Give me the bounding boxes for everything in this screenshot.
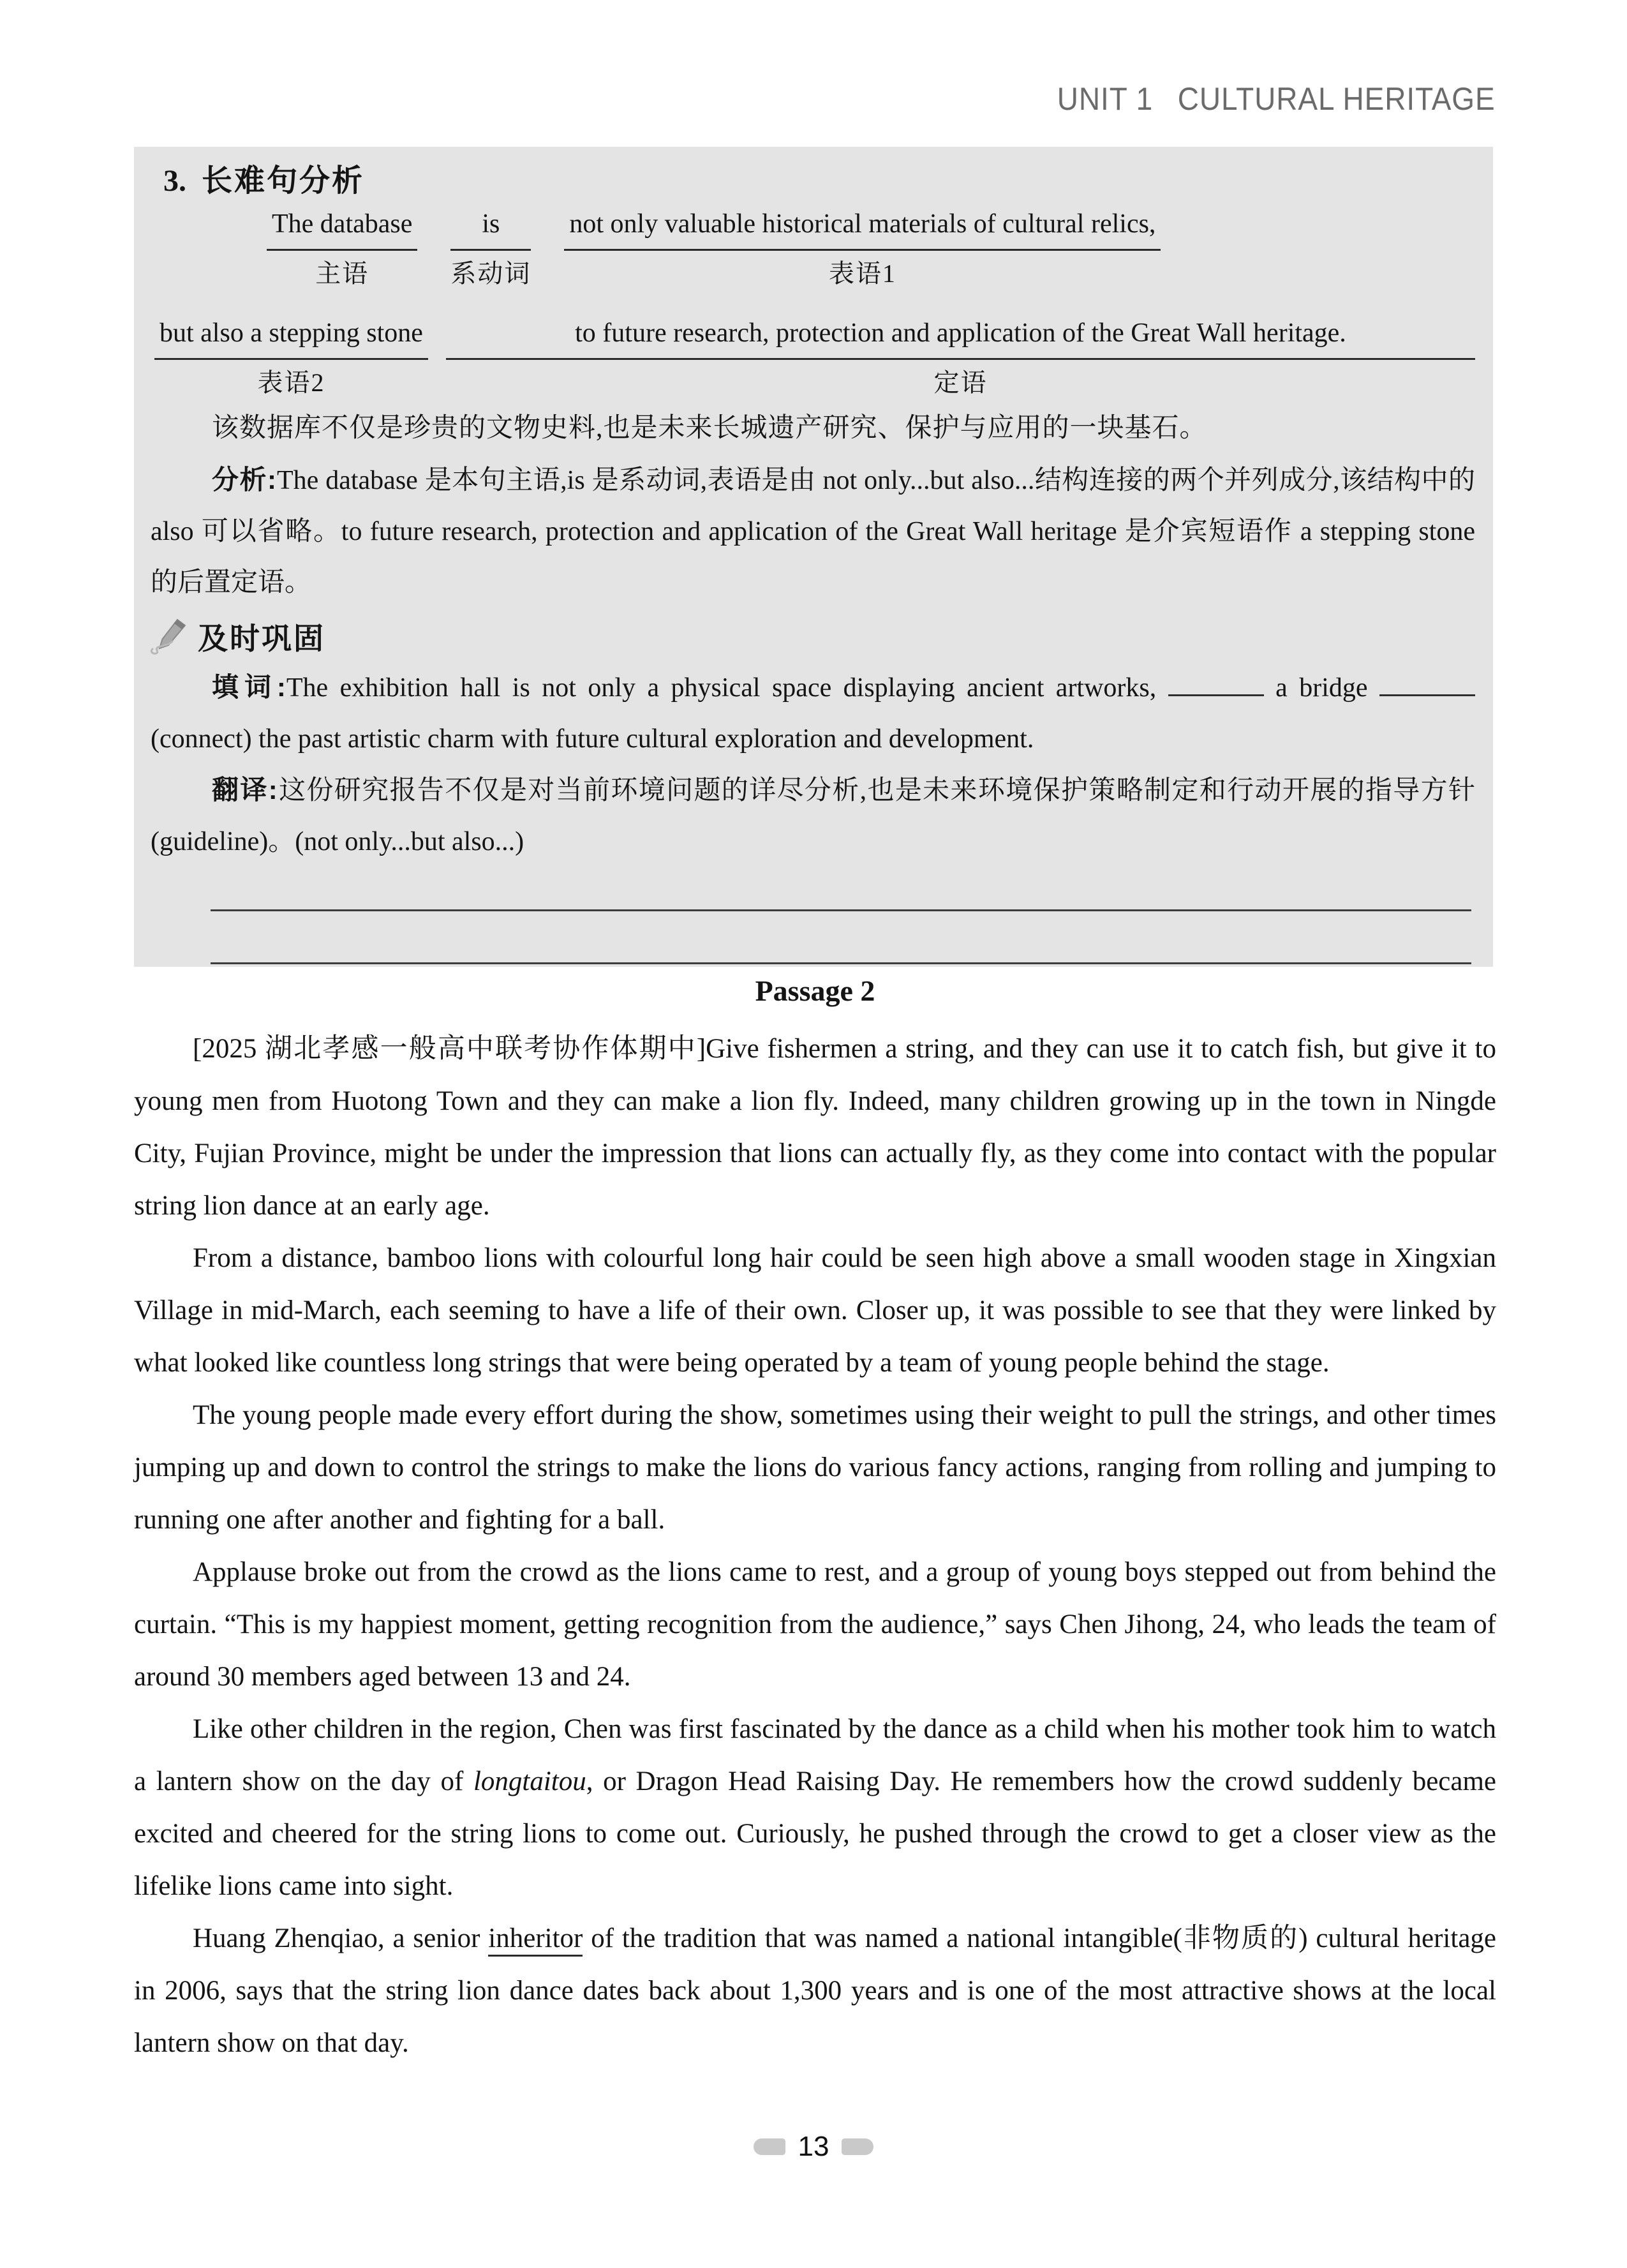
diagram-grammar-label: 表语1 [828,259,896,288]
underlined-word: inheritor [488,1923,583,1957]
diagram-segment-text: The database [272,209,413,239]
italic-term: longtaitou [473,1766,586,1796]
passage-section [134,967,1496,2070]
passage-title: Passage 2 [755,974,875,1007]
footer-pill-right [842,2138,873,2155]
diagram-segment-text: but also a stepping stone [160,318,423,348]
diagram-segment-text: not only valuable historical materials of cultural relics, [569,209,1156,239]
translate-label: 翻译: [212,775,278,805]
diagram-segment [154,317,428,398]
passage-paragraph [134,1232,1496,1389]
diagram-segment [446,317,1475,398]
page-number: 13 [798,2131,829,2162]
fill-blank [1168,690,1264,696]
paragraph-text: of the tradition that was named a national intangible(非物质的) cultural heritage in 2006, says that the string lion dance dates back about 1,300 years and is one of the most attractive shows at the local lantern show on that day. [134,1923,1496,2058]
translate-question-text: 这份研究报告不仅是对当前环境问题的详尽分析,也是未来环境保护策略制定和行动开展的指导方针(guideline)。(not only...but also...) [151,776,1475,856]
unit-title: CULTURAL HERITAGE [1178,81,1496,117]
answer-line [211,909,1471,911]
fill-blank [1379,690,1475,696]
diagram-underline [446,358,1475,360]
diagram-underline [154,358,428,360]
passage-paragraph [134,1913,1496,2070]
paragraph-text: Applause broke out from the crowd as the lions came to rest, and a group of young boys stepped out from behind the curtain. “This is my happiest moment, getting recognition from the audience,” says Chen Jihong, 24, who leads the team of around 30 members aged between 13 and 24. [134,1557,1496,1692]
paragraph-text: , or Dragon Head Raising Day. He remembers how the crowd suddenly became excited and cheered for the string lions to come out. Curiously, he pushed through the crowd to get a closer view as the lifelike lions came into sight. [134,1766,1496,1901]
analysis-label: 分析: [212,465,277,495]
paragraph-text: [2025 湖北孝感一般高中联考协作体期中]Give fishermen a string, and they can use it to catch fish, but give it to young men from Huotong Town and they can make a lion fly. Indeed, many children growing up in the town in Ningde City, Fujian Province, might be under the impression that lions can actually fly, as they come into contact with the popular string lion dance at an early age. [134,1034,1496,1221]
diagram-grammar-label: 主语 [315,259,369,288]
diagram-segment [267,208,417,289]
paragraph-text: Like other children in the region, Chen was first fascinated by the dance as a child when his mother took him to watch a lantern show on the day of [134,1714,1496,1796]
fill-label: 填词: [212,672,286,702]
paragraph-text: From a distance, bamboo lions with colourful long hair could be seen high above a small wooden stage in Xingxian Village in mid-March, each seeming to have a life of their own. Closer up, it was possible to see that they were linked by what looked like countless long strings that were being operated by a team of young people behind the stage. [134,1243,1496,1378]
paragraph-text: The young people made every effort during the show, sometimes using their weight to pull the strings, and other times jumping up and down to control the strings to make the lions do various fancy actions, ranging from rolling and jumping to running one after another and fighting for a ball. [134,1400,1496,1535]
sentence-diagram-row-2 [154,317,1475,398]
section-number: 3. [163,164,186,198]
analysis-paragraph [151,454,1475,608]
answer-line [211,962,1471,964]
diagram-grammar-label: 定语 [933,368,988,397]
analysis-text: The database 是本句主语,is 是系动词,表语是由 not only...but also...结构连接的两个并列成分,该结构中的 also 可以省略。to future research, protection and application of the Great Wall heritage 是介宾短语作 a stepping stone 的后置定语。 [151,466,1475,597]
fill-text-segment: The exhibition hall is not only a physical space displaying ancient artworks, [286,673,1157,703]
passage-paragraph [134,1023,1496,1232]
sentence-translation: 该数据库不仅是珍贵的文物史料,也是未来长城遗产研究、保护与应用的一块基石。 [212,414,1207,443]
fill-text-segment: a bridge [1275,673,1368,703]
consolidation-heading [148,616,1475,657]
fill-in-question [151,662,1475,765]
diagram-grammar-label: 系动词 [450,259,531,288]
diagram-underline [267,249,417,251]
fill-text-segment: (connect) the past artistic charm with future cultural exploration and development. [151,724,1034,754]
page-header [1057,80,1496,117]
passage-paragraph [134,1703,1496,1913]
diagram-segment [450,208,531,289]
footer-pill-left [754,2138,785,2155]
diagram-segment-text: to future research, protection and application of the Great Wall heritage. [575,318,1346,348]
paragraph-text: Huang Zhenqiao, a senior [193,1923,489,1953]
diagram-segment [564,208,1161,289]
unit-number: UNIT 1 [1057,81,1154,117]
translate-question [151,765,1475,867]
consolidation-title: 及时巩固 [198,621,325,655]
page-footer [0,2133,1627,2161]
diagram-underline [450,249,531,251]
fill-question-text [151,673,1475,754]
section-heading [163,163,1475,199]
passage-paragraph [134,1389,1496,1546]
sentence-analysis-box [134,147,1493,967]
diagram-grammar-label: 表语2 [257,368,325,397]
passage-paragraph [134,1546,1496,1703]
pencil-icon [148,617,190,655]
section-title: 长难句分析 [202,164,365,198]
passage-body [134,1023,1496,2070]
sentence-diagram-row-1 [267,208,1475,289]
diagram-segment-text: is [482,209,500,239]
diagram-underline [564,249,1161,251]
